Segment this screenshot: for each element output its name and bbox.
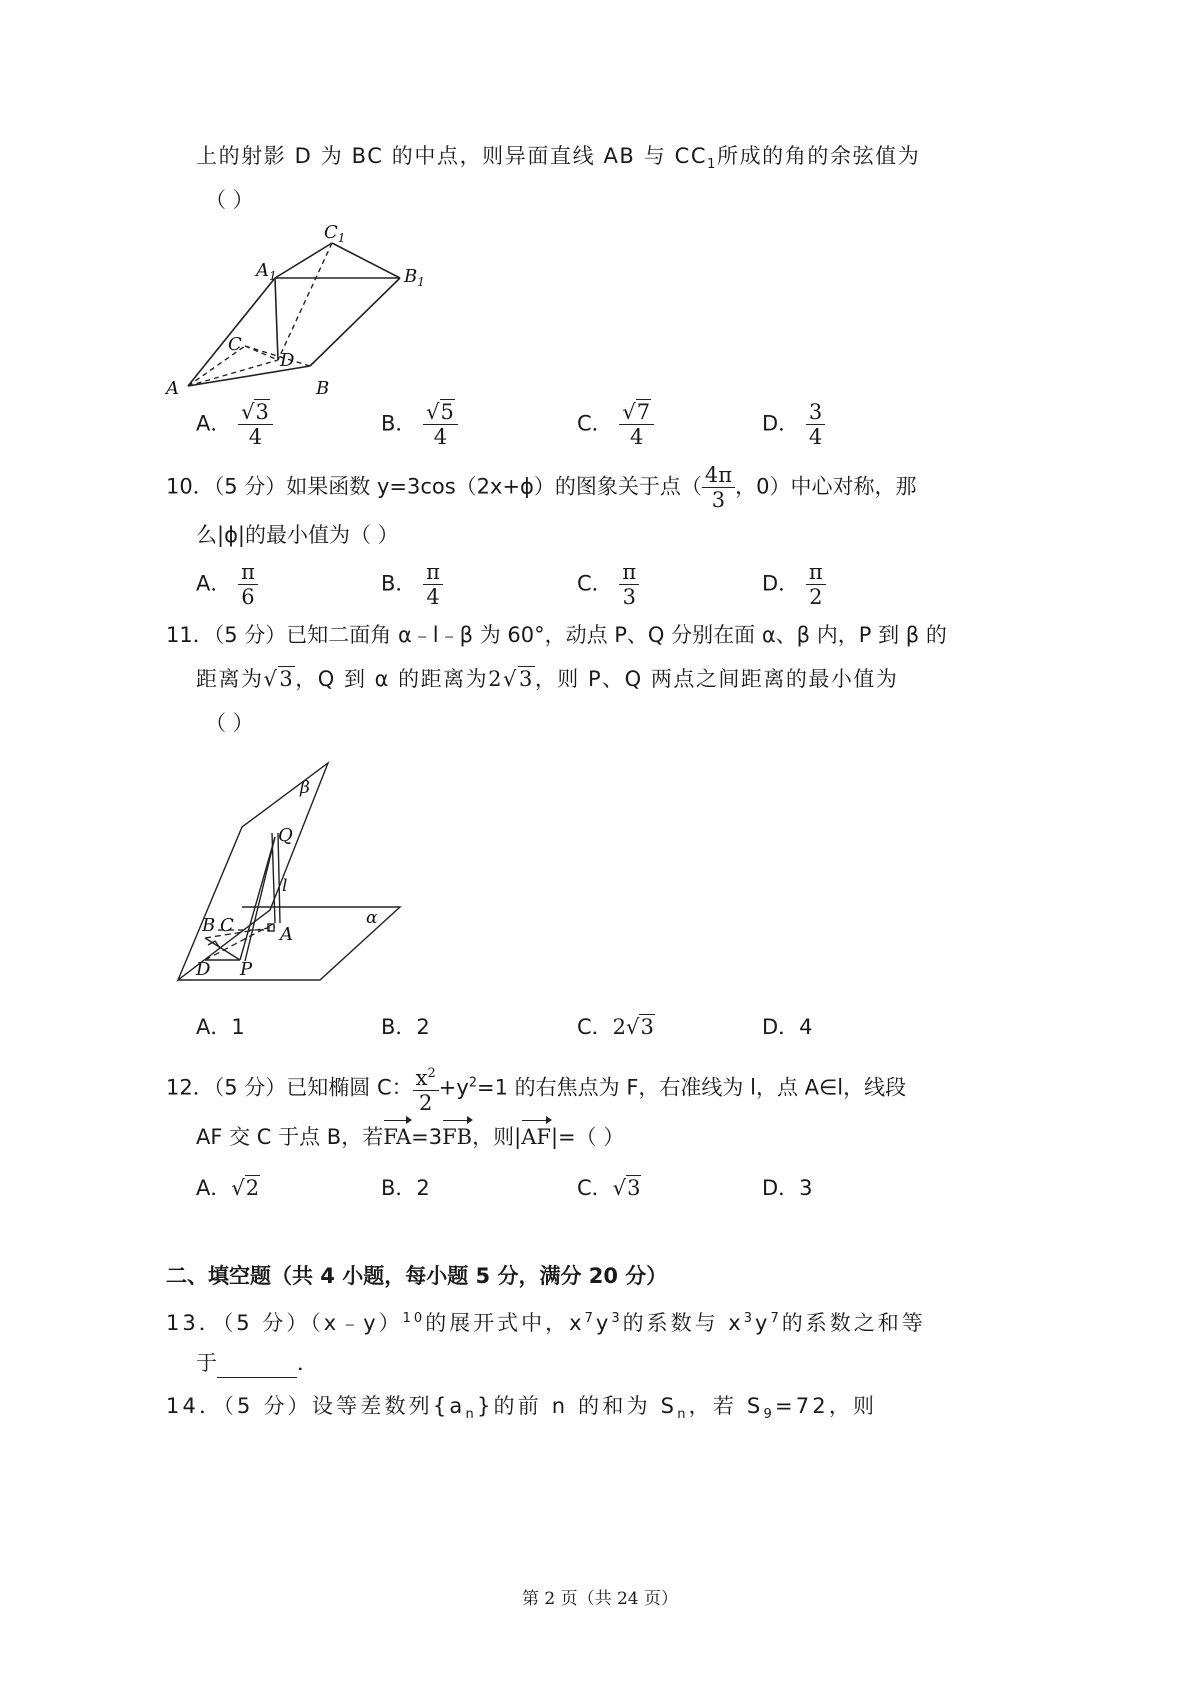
- q10-option-a[interactable]: A． $\frac{\pi}{6}$: [196, 560, 258, 609]
- q12-option-d[interactable]: D．3: [762, 1176, 813, 1200]
- label-l: l: [282, 876, 288, 896]
- label-q: Q: [278, 825, 293, 846]
- q12-line1: 12．（5 分）已知椭圆 C： $\frac{x^2}{2}$ $+y^2=1$ 的右焦点为 F，右准线为 l，点 A∈l，线段: [166, 1062, 906, 1115]
- q11-option-d[interactable]: D．4: [762, 1015, 813, 1039]
- sqrt: √3: [612, 1176, 641, 1200]
- label-p: P: [240, 959, 253, 980]
- vector-af: AF: [521, 1122, 551, 1152]
- sqrt: 2√3: [488, 667, 534, 691]
- fraction: $\frac{√7}{4}$: [619, 400, 654, 449]
- sqrt: √2: [231, 1176, 260, 1200]
- q11-dihedral-figure: [160, 755, 420, 990]
- fraction: $\frac{\pi}{4}$: [423, 560, 443, 609]
- q9-option-d[interactable]: D． $\frac{3}{4}$: [762, 400, 825, 449]
- fraction: $\frac{√3}{4}$: [238, 400, 273, 449]
- q12-line2: AF 交 C 于点 B，若FA=3FB，则|AF|=（ ）: [196, 1122, 624, 1152]
- label-d: D: [196, 959, 211, 980]
- q9-option-b[interactable]: B． $\frac{√5}{4}$: [381, 400, 458, 449]
- q11-line1: 11．（5 分）已知二面角 α﹣l﹣β 为 60°，动点 P、Q 分别在面 α、β 内，P 到 β 的: [166, 623, 947, 647]
- q11-paren: （ ）: [205, 711, 254, 735]
- q9-option-a[interactable]: A． $\frac{√3}{4}$: [196, 400, 273, 449]
- label-a1: $A_1$: [256, 260, 277, 283]
- q10-option-c[interactable]: C． $\frac{\pi}{3}$: [577, 560, 639, 609]
- fraction: $\frac{√5}{4}$: [423, 400, 458, 449]
- label-c: C: [228, 334, 242, 355]
- q12-option-b[interactable]: B．2: [381, 1176, 430, 1200]
- answer-blank[interactable]: [217, 1355, 297, 1378]
- q12-option-c[interactable]: C．√3: [577, 1176, 641, 1200]
- q10-line1: 10．（5 分）如果函数 y=3cos（2x+ϕ）的图象关于点（ $\frac{4\pi}{3}$ ，0）中心对称，那: [166, 463, 917, 512]
- q9-line1: 上的射影 D 为 BC 的中点，则异面直线 AB 与 $CC_1$所成的角的余弦值为: [196, 144, 921, 173]
- label-beta: β: [300, 778, 310, 798]
- q9-option-c[interactable]: C． $\frac{√7}{4}$: [577, 400, 654, 449]
- section-title: 二、填空题（共 4 小题，每小题 5 分，满分 20 分）: [166, 1264, 668, 1288]
- sqrt: √3: [263, 667, 295, 691]
- label-a: A: [280, 924, 293, 945]
- label-b: B: [316, 378, 330, 399]
- q9-paren: （ ）: [205, 188, 254, 212]
- vector-fa: FA: [383, 1122, 411, 1152]
- label-b1: $B_1$: [404, 266, 425, 289]
- q11-option-c[interactable]: C．2√3: [577, 1015, 654, 1039]
- label-b: B: [202, 915, 216, 936]
- q11-line2: 距离为√3，Q 到 α 的距离为2√3，则 P、Q 两点之间距离的最小值为: [196, 667, 899, 691]
- fraction: $\frac{x^2}{2}$: [413, 1062, 439, 1115]
- q10-line2: 么|ϕ|的最小值为（ ）: [196, 523, 399, 547]
- fraction: $\frac{3}{4}$: [806, 400, 825, 449]
- q11-option-a[interactable]: A．1: [196, 1015, 245, 1039]
- q13-line2: 于 ．: [196, 1348, 318, 1378]
- q12-option-a[interactable]: A．√2: [196, 1176, 260, 1200]
- sqrt: 2√3: [612, 1015, 654, 1039]
- label-d: D: [280, 350, 295, 371]
- q10-option-b[interactable]: B． $\frac{\pi}{4}$: [381, 560, 443, 609]
- label-alpha: α: [366, 908, 378, 928]
- q14-line1: 14．（5 分）设等差数列$\{a_n\}$的前 n 的和为 $S_n$，若 $S_9=72$，则: [166, 1394, 878, 1423]
- fraction: $\frac{\pi}{2}$: [806, 560, 826, 609]
- label-c1: $C_1$: [324, 222, 346, 245]
- q10-option-d[interactable]: D． $\frac{\pi}{2}$: [762, 560, 826, 609]
- fraction: $\frac{\pi}{3}$: [619, 560, 639, 609]
- label-a: A: [166, 378, 179, 399]
- vector-fb: FB: [442, 1122, 472, 1152]
- page-footer: 第 2 页（共 24 页）: [521, 1589, 679, 1609]
- fraction: $\frac{\pi}{6}$: [238, 560, 258, 609]
- q13-line1: 13．（5 分）（x﹣y）$^{10}$的展开式中，$x^7y^3$的系数与 $x^3y^7$的系数之和等: [166, 1311, 926, 1335]
- q9-prism-figure: [160, 218, 450, 403]
- q11-option-b[interactable]: B．2: [381, 1015, 430, 1039]
- fraction: $\frac{4\pi}{3}$: [702, 463, 735, 512]
- label-c: C: [220, 915, 234, 936]
